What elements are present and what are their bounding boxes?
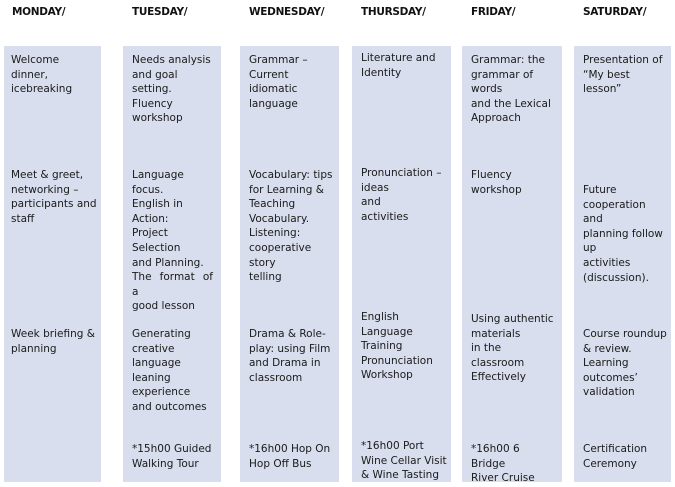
saturday-session-3: Course roundup & review. Learning outcomes’ validation (583, 328, 667, 399)
header-wednesday: WEDNESDAY/ (249, 6, 325, 18)
wednesday-session-1: Grammar – Current idiomatic language (249, 54, 308, 110)
friday-session-1: Grammar: the grammar of words and the Lexical Approach (471, 54, 551, 125)
thursday-session-3: English Language Training Pronunciation Workshop (361, 311, 433, 382)
saturday-session-1: Presentation of “My best lesson” (583, 54, 663, 96)
header-tuesday: TUESDAY/ (132, 6, 188, 18)
column-monday (4, 46, 101, 482)
friday-session-2: Fluency workshop (471, 169, 522, 196)
column-thursday (352, 46, 451, 482)
tuesday-session-4: *15h00 Guided Walking Tour (132, 443, 212, 470)
header-thursday: THURSDAY/ (361, 6, 426, 18)
tuesday-session-2: Language focus. English in Action: Project Selection and Planning. The format of a good lesson (132, 169, 213, 313)
thursday-session-2: Pronunciation – ideas and activities (361, 167, 442, 223)
monday-session-3: Week briefing & planning (11, 328, 95, 355)
thursday-session-1: Literature and Identity (361, 52, 436, 79)
header-saturday: SATURDAY/ (583, 6, 647, 18)
saturday-session-4: Certification Ceremony (583, 443, 648, 470)
wednesday-session-3: Drama & Role- play: using Film and Drama in classroom (249, 328, 331, 384)
tuesday-session-1: Needs analysis and goal setting. Fluency workshop (132, 54, 211, 125)
thursday-session-4: *16h00 Port Wine Cellar Visit & Wine Tasting (361, 440, 447, 482)
tuesday-session-3: Generating creative language leaning experience and outcomes (132, 328, 207, 413)
monday-session-2: Meet & greet, networking – participants and staff (11, 169, 97, 225)
monday-session-1: Welcome dinner, icebreaking (11, 54, 73, 96)
wednesday-session-2: Vocabulary: tips for Learning & Teaching Vocabulary. Listening: cooperative story telling (249, 169, 333, 284)
saturday-session-2: Future cooperation and planning follow up activities (discussion). (583, 184, 663, 284)
friday-session-4: *16h00 6 Bridge River Cruise (471, 443, 535, 485)
wednesday-session-4: *16h00 Hop On Hop Off Bus (249, 443, 331, 470)
header-monday: MONDAY/ (12, 6, 66, 18)
header-friday: FRIDAY/ (471, 6, 516, 18)
friday-session-3: Using authentic materials in the classroom Effectively (471, 313, 554, 384)
